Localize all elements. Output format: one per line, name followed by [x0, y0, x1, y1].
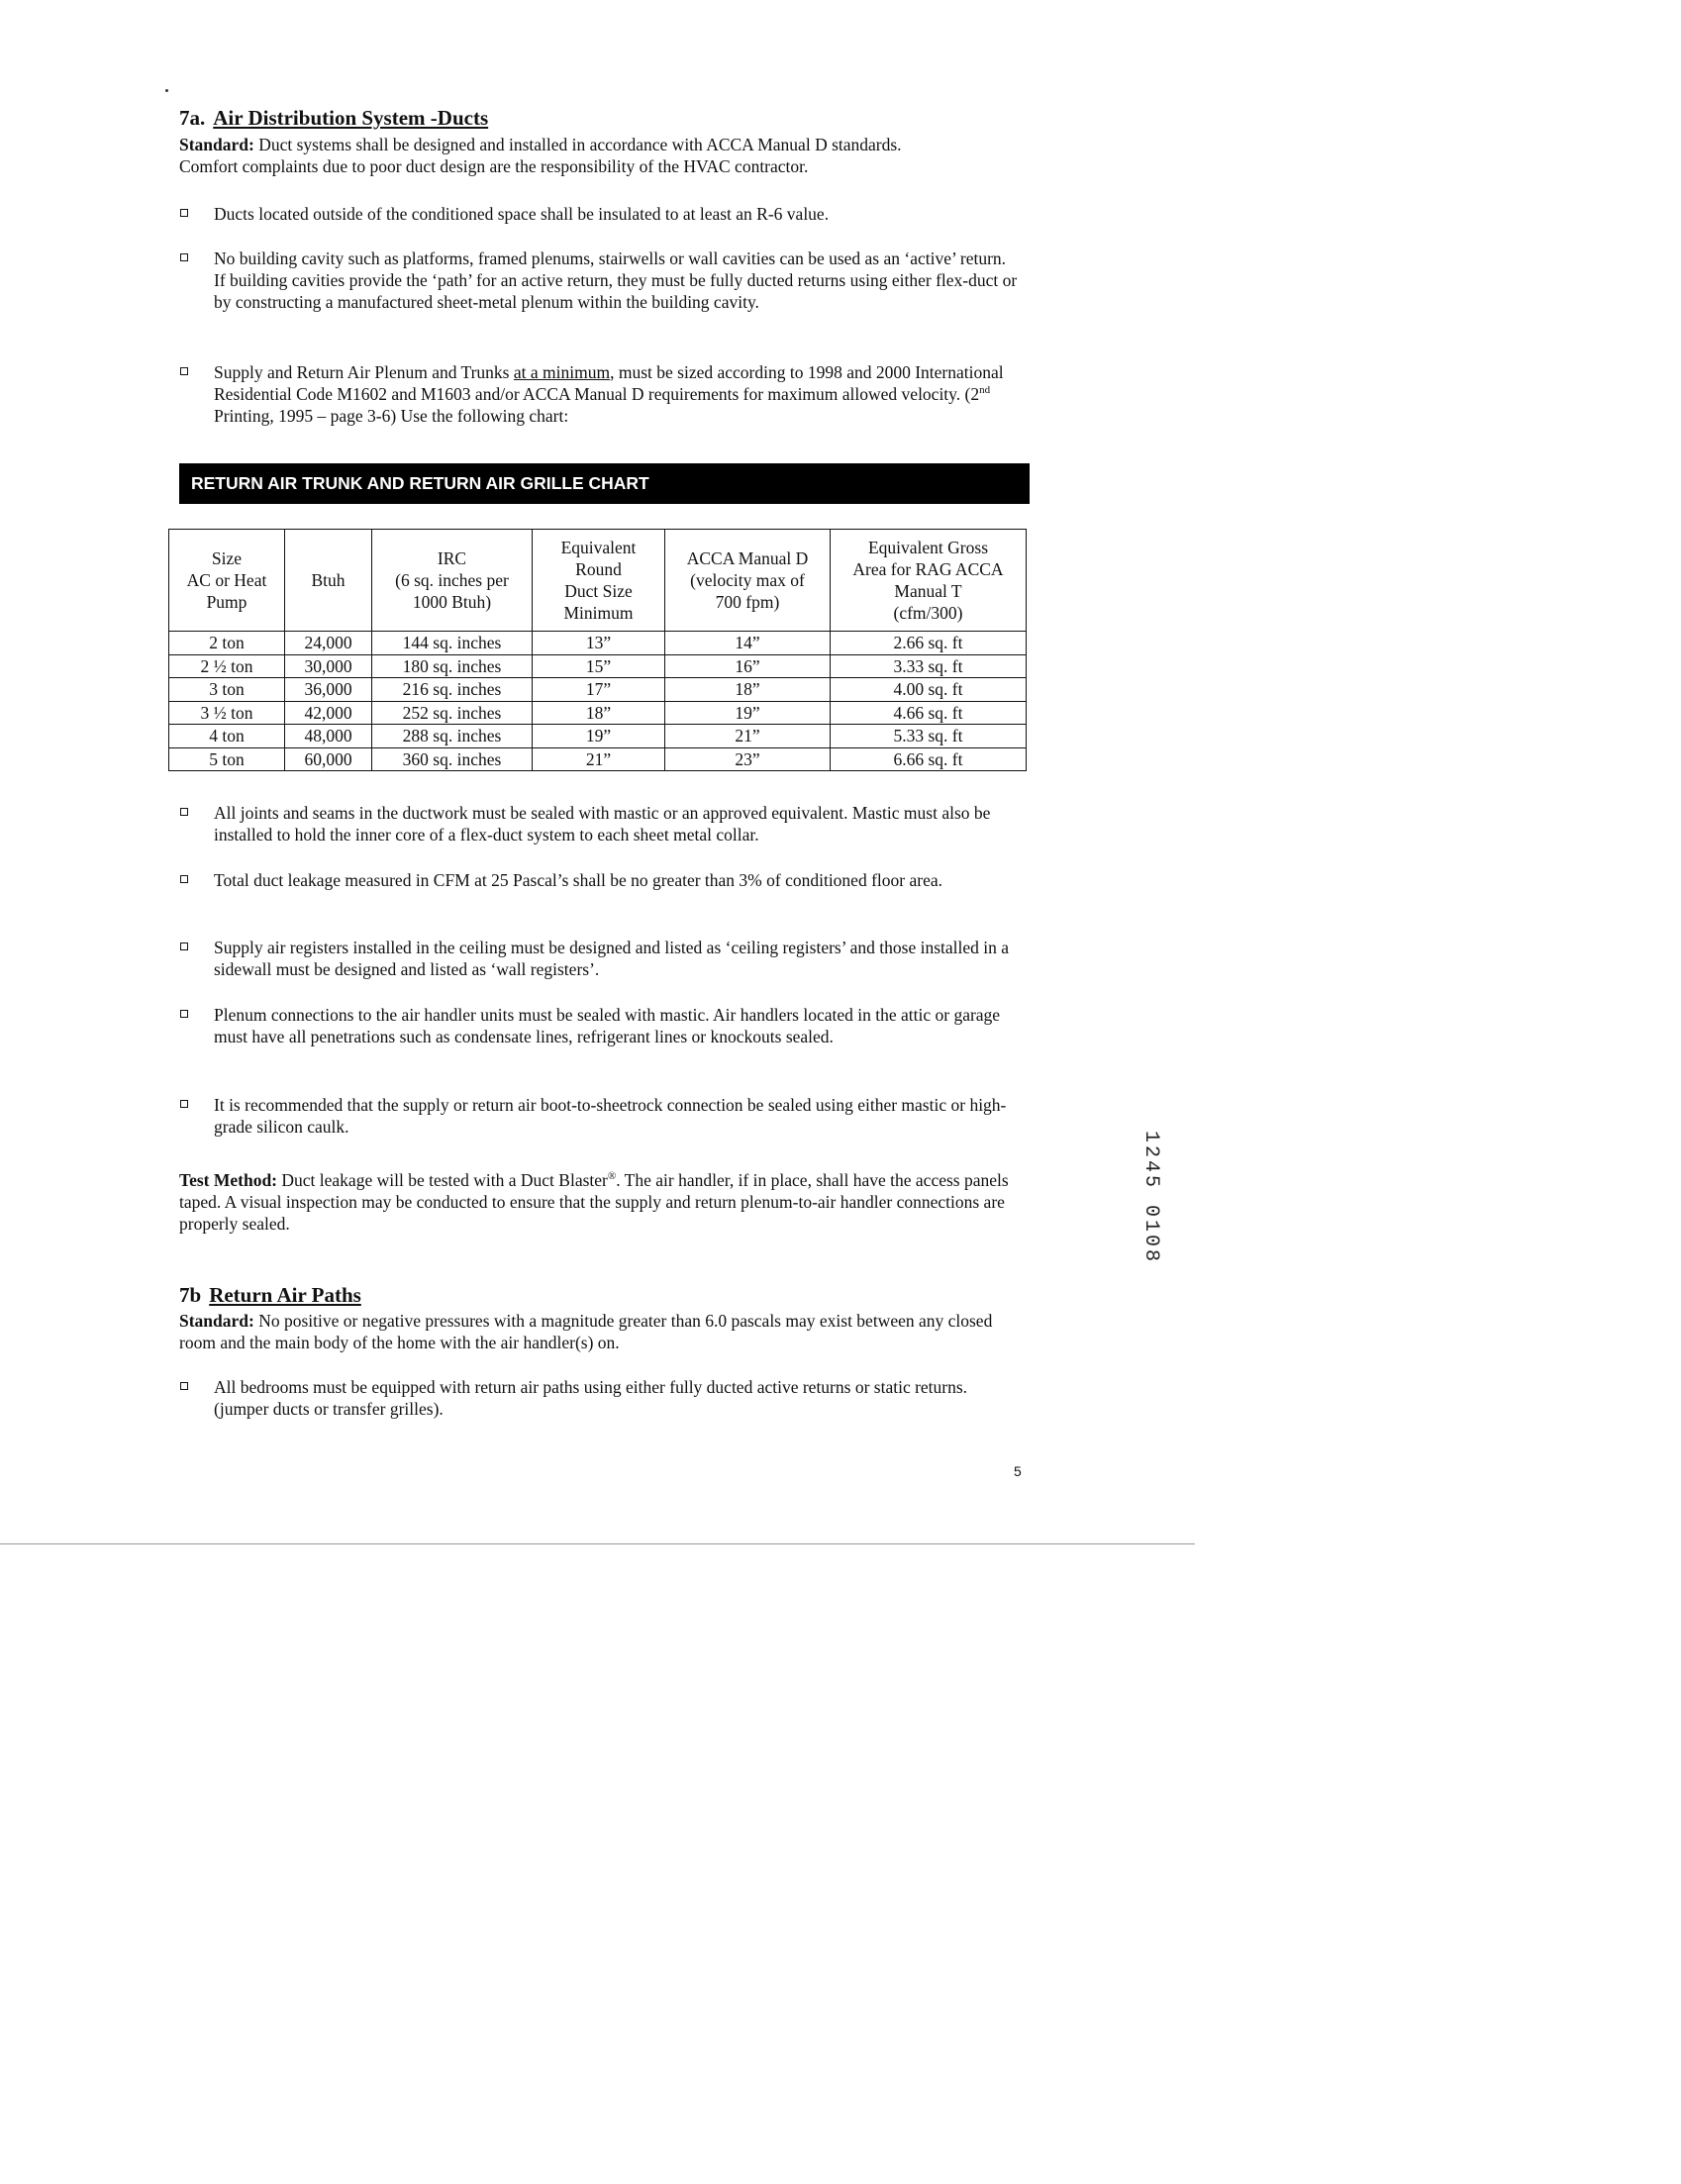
bullet-item — [179, 937, 1021, 982]
scan-edge-line — [0, 1543, 1195, 1544]
section-number: 7a. — [179, 106, 206, 130]
table-row — [169, 678, 1027, 702]
table-cell: 252 sq. inches — [372, 701, 533, 725]
column-header-line: 1000 Btuh) — [412, 592, 492, 612]
table-cell: 216 sq. inches — [372, 678, 533, 702]
table-cell: 4.00 sq. ft — [831, 678, 1027, 702]
standard-label: Standard: — [179, 1311, 254, 1331]
column-header — [831, 530, 1027, 632]
table-header-row — [169, 530, 1027, 632]
table-cell: 3 ½ ton — [169, 701, 285, 725]
return-air-chart-table — [168, 529, 1027, 771]
superscript: nd — [979, 384, 991, 397]
bullet-text: Plenum connections to the air handler units must be sealed with mastic. Air handlers located in the attic or garage must have all penetrations such as condensate lines, refrigerant lines or knockouts sealed. — [214, 1005, 1001, 1046]
bullet-text: Supply air registers installed in the ceiling must be designed and listed as ‘ceiling registers’ and those installed in a sidewall must be designed and listed as ‘wall registers’. — [214, 938, 1010, 979]
page-number: 5 — [1014, 1463, 1022, 1479]
bullet-text — [214, 361, 1018, 427]
registered-mark: ® — [607, 1170, 617, 1183]
checkbox-bullet-icon — [180, 209, 188, 217]
column-header-line: IRC — [437, 548, 467, 568]
column-header-line: (velocity max of — [690, 570, 805, 590]
table-cell: 2.66 sq. ft — [831, 632, 1027, 655]
standard-text-2: Comfort complaints due to poor duct design are the responsibility of the HVAC contractor. — [179, 156, 809, 176]
test-method-text: Duct leakage will be tested with a Duct Blaster — [277, 1170, 608, 1190]
column-header-line: 700 fpm) — [715, 592, 780, 612]
column-header-line: Equivalent Gross — [867, 538, 989, 557]
table-cell: 60,000 — [285, 747, 372, 771]
standard-text-1: Duct systems shall be designed and installed in accordance with ACCA Manual D standards. — [258, 135, 902, 154]
column-header-line: Round — [575, 559, 622, 579]
table-cell: 2 ton — [169, 632, 285, 655]
section-7a-heading — [179, 106, 488, 130]
bullet-item — [179, 248, 1021, 337]
chart-banner: RETURN AIR TRUNK AND RETURN AIR GRILLE CHART — [179, 463, 1030, 504]
table-cell: 19” — [533, 725, 665, 748]
section-title: Air Distribution System -Ducts — [213, 106, 489, 130]
table-row — [169, 747, 1027, 771]
table-cell: 42,000 — [285, 701, 372, 725]
underlined-phrase: at a minimum — [513, 362, 611, 382]
section-title: Return Air Paths — [209, 1283, 361, 1307]
checkbox-bullet-icon — [180, 367, 188, 375]
table-row — [169, 725, 1027, 748]
standard-label: Standard: — [179, 135, 254, 154]
table-cell: 48,000 — [285, 725, 372, 748]
bullet-text-part: Printing, 1995 – page 3-6) Use the following chart: — [214, 406, 569, 426]
checkbox-bullet-icon — [180, 875, 188, 883]
column-header — [665, 530, 831, 632]
test-method-paragraph — [179, 1169, 1026, 1235]
standard-paragraph — [179, 1310, 1026, 1353]
table-cell: 15” — [533, 654, 665, 678]
checkbox-bullet-icon — [180, 1100, 188, 1108]
table-cell: 4.66 sq. ft — [831, 701, 1027, 725]
table-body — [169, 632, 1027, 771]
table-cell: 21” — [533, 747, 665, 771]
bullet-text: Ducts located outside of the conditioned space shall be insulated to at least an R-6 value. — [214, 204, 830, 224]
column-header-line: Area for RAG ACCA — [852, 559, 1004, 579]
table-cell: 21” — [665, 725, 831, 748]
table-row — [169, 654, 1027, 678]
column-header — [285, 530, 372, 632]
standard-text: No positive or negative pressures with a magnitude greater than 6.0 pascals may exist between any closed room and the main body of the home with the air handler(s) on. — [179, 1311, 993, 1352]
column-header-line: AC or Heat — [186, 570, 267, 590]
bullet-text: All joints and seams in the ductwork must be sealed with mastic or an approved equivalent. Mastic must also be installed to hold the inner core of a flex-duct system to each sheet metal collar. — [214, 803, 991, 844]
table-cell: 17” — [533, 678, 665, 702]
table-cell: 24,000 — [285, 632, 372, 655]
bullet-item — [179, 203, 1021, 227]
table-cell: 5.33 sq. ft — [831, 725, 1027, 748]
table-row — [169, 701, 1027, 725]
column-header-line: Size — [211, 548, 243, 568]
checkbox-bullet-icon — [180, 1382, 188, 1390]
table-cell: 30,000 — [285, 654, 372, 678]
column-header-line: Minimum — [563, 603, 634, 623]
table-cell: 36,000 — [285, 678, 372, 702]
bullet-item — [179, 361, 1021, 431]
checkbox-bullet-icon — [180, 943, 188, 950]
standard-paragraph — [179, 134, 1031, 177]
column-header — [169, 530, 285, 632]
checkbox-bullet-icon — [180, 1010, 188, 1018]
table-cell: 288 sq. inches — [372, 725, 533, 748]
table-cell: 13” — [533, 632, 665, 655]
bullet-text: Total duct leakage measured in CFM at 25 Pascal’s shall be no greater than 3% of conditioned floor area. — [214, 870, 942, 890]
test-method-text: . The air handler, if in place, shall have the access panels taped. A visual inspection may be conducted to ensure that the supply and return plenum-to-air handler connections are properly sealed. — [179, 1170, 1009, 1234]
column-header — [372, 530, 533, 632]
bullet-text: No building cavity such as platforms, framed plenums, stairwells or wall cavities can be used as an ‘active’ return. If building cavities provide the ‘path’ for an active return, they must be fully ducted returns using either flex-duct or by constructing a manufactured sheet-metal plenum within the building cavity. — [214, 248, 1018, 312]
column-header-line: (6 sq. inches per — [395, 570, 509, 590]
checkbox-bullet-icon — [180, 808, 188, 816]
column-header-line: ACCA Manual D — [686, 548, 809, 568]
bullet-text-part: , must be sized according to 1998 and 2000 International Residential Code M1602 and M1603 and/or ACCA Manual D requirements for maximum allowed velocity. (2 — [214, 362, 1004, 404]
table-cell: 5 ton — [169, 747, 285, 771]
column-header-line: Btuh — [311, 570, 346, 590]
table-cell: 2 ½ ton — [169, 654, 285, 678]
bullet-text: All bedrooms must be equipped with return air paths using either fully ducted active returns or static returns. (jumper ducts or transfer grilles). — [214, 1377, 968, 1419]
checkbox-bullet-icon — [180, 253, 188, 261]
table-cell: 18” — [665, 678, 831, 702]
table-cell: 3 ton — [169, 678, 285, 702]
table-cell: 6.66 sq. ft — [831, 747, 1027, 771]
section-number: 7b — [179, 1283, 202, 1307]
column-header-line: Duct Size — [564, 581, 633, 601]
table-cell: 360 sq. inches — [372, 747, 533, 771]
bullet-item — [179, 1004, 1021, 1071]
stamp-text: 1245 0108 — [1139, 1131, 1162, 1265]
document-stamp — [1136, 1131, 1165, 1329]
scan-speck — [165, 89, 168, 92]
table-cell: 180 sq. inches — [372, 654, 533, 678]
column-header-line: Manual T — [894, 581, 962, 601]
bullet-item — [179, 802, 1021, 847]
column-header-line: Equivalent — [560, 538, 637, 557]
column-header-line: Pump — [206, 592, 247, 612]
section-7b-heading — [179, 1283, 361, 1307]
table-cell: 144 sq. inches — [372, 632, 533, 655]
column-header — [533, 530, 665, 632]
table-cell: 19” — [665, 701, 831, 725]
table-cell: 14” — [665, 632, 831, 655]
table-row — [169, 632, 1027, 655]
bullet-text-part: Supply and Return Air Plenum and Trunks — [214, 362, 514, 382]
table-cell: 23” — [665, 747, 831, 771]
table-cell: 18” — [533, 701, 665, 725]
table-cell: 3.33 sq. ft — [831, 654, 1027, 678]
test-method-label: Test Method: — [179, 1170, 278, 1190]
table-cell: 16” — [665, 654, 831, 678]
bullet-text: It is recommended that the supply or return air boot-to-sheetrock connection be sealed using either mastic or high-grade silicon caulk. — [214, 1095, 1007, 1137]
column-header-line: (cfm/300) — [893, 603, 963, 623]
table-cell: 4 ton — [169, 725, 285, 748]
bullet-item — [179, 1376, 1021, 1422]
bullet-item — [179, 1094, 1021, 1140]
bullet-item — [179, 869, 1021, 915]
